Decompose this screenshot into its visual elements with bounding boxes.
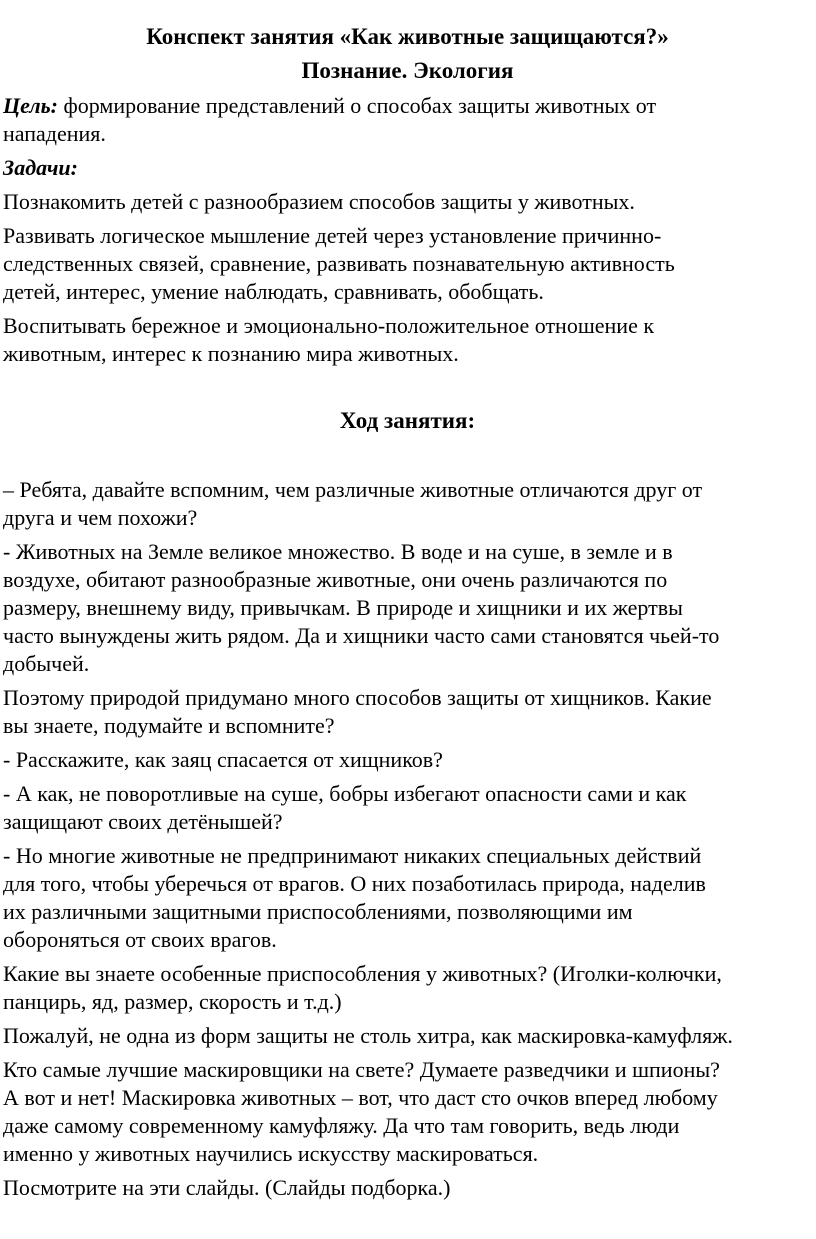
text-line: защищают своих детёнышей? [3,809,283,834]
body-paragraph [3,960,812,1016]
task-paragraph [3,222,812,306]
text-line: размеру, внешнему виду, привычкам. В природе и хищники и их жертвы [3,595,683,620]
goal-text: формирование представлений о способах защиты животных от [58,93,657,118]
text-line: воздухе, обитают разнообразные животные, они очень различаются по [3,567,668,592]
text-line: добычей. [3,651,90,676]
text-line: панцирь, яд, размер, скорость и т.д.) [3,989,342,1014]
task-paragraph [3,312,812,368]
text-line: Поэтому природой придумано много способов защиты от хищников. Какие [3,685,712,710]
text-line: Развивать логическое мышление детей через установление причинно- [3,223,662,248]
text-line: животным, интерес к познанию мира животных. [3,341,459,366]
text-line: обороняться от своих врагов. [3,927,277,952]
text-line: Воспитывать бережное и эмоционально-положительное отношение к [3,313,655,338]
text-line: Пожалуй, не одна из форм защиты не столь хитра, как маскировка-камуфляж. [3,1023,733,1048]
body-paragraph [3,1056,812,1168]
text-line: даже самому современному камуфляжу. Да что там говорить, ведь люди [3,1113,680,1138]
text-line: Какие вы знаете особенные приспособления у животных? (Иголки-колючки, [3,961,722,986]
text-line: для того, чтобы уберечься от врагов. О них позаботилась природа, наделив [3,871,706,896]
text-line: - Животных на Земле великое множество. В воде и на суше, в земле и в [3,539,673,564]
text-line: именно у животных научились искусству маскироваться. [3,1141,539,1166]
text-line: следственных связей, сравнение, развивать познавательную активность [3,251,675,276]
text-line: - А как, не поворотливые на суше, бобры избегают опасности сами и как [3,781,687,806]
lesson-body [3,476,812,1202]
body-paragraph [3,1174,812,1202]
tasks-list [3,188,812,368]
text-line: Познакомить детей с разнообразием способов защиты у животных. [3,189,635,214]
text-line: - Расскажите, как заяц спасается от хищников? [3,747,443,772]
body-paragraph [3,780,812,836]
body-paragraph [3,476,812,532]
document-subtitle: Познание. Экология [301,58,514,83]
text-line: Кто самые лучшие маскировщики на свете? Думаете разведчики и шпионы? [3,1057,720,1082]
body-paragraph [3,842,812,954]
text-line: друга и чем похожи? [3,505,198,530]
text-line: детей, интерес, умение наблюдать, сравнивать, обобщать. [3,279,544,304]
goal-text: нападения. [3,121,106,146]
text-line: - Но многие животные не предпринимают никаких специальных действий [3,843,702,868]
task-paragraph [3,188,812,216]
text-line: вы знаете, подумайте и вспомните? [3,713,335,738]
goal-label: Цель: [3,93,58,118]
body-paragraph [3,746,812,774]
body-paragraph [3,1022,812,1050]
body-paragraph [3,538,812,678]
goal-paragraph [3,92,812,148]
text-line: А вот и нет! Маскировка животных – вот, что даст сто очков вперед любому [3,1085,718,1110]
document-title: Конспект занятия «Как животные защищаются?» [146,24,669,49]
text-line: Посмотрите на эти слайды. (Слайды подборка.) [3,1175,451,1200]
text-line: – Ребята, давайте вспомним, чем различные животные отличаются друг от [3,477,703,502]
body-paragraph [3,684,812,740]
text-line: их различными защитными приспособлениями, позволяющими им [3,899,633,924]
section-title: Ход занятия: [339,408,476,433]
tasks-label: Задачи: [3,155,78,180]
text-line: часто вынуждены жить рядом. Да и хищники часто сами становятся чьей-то [3,623,720,648]
